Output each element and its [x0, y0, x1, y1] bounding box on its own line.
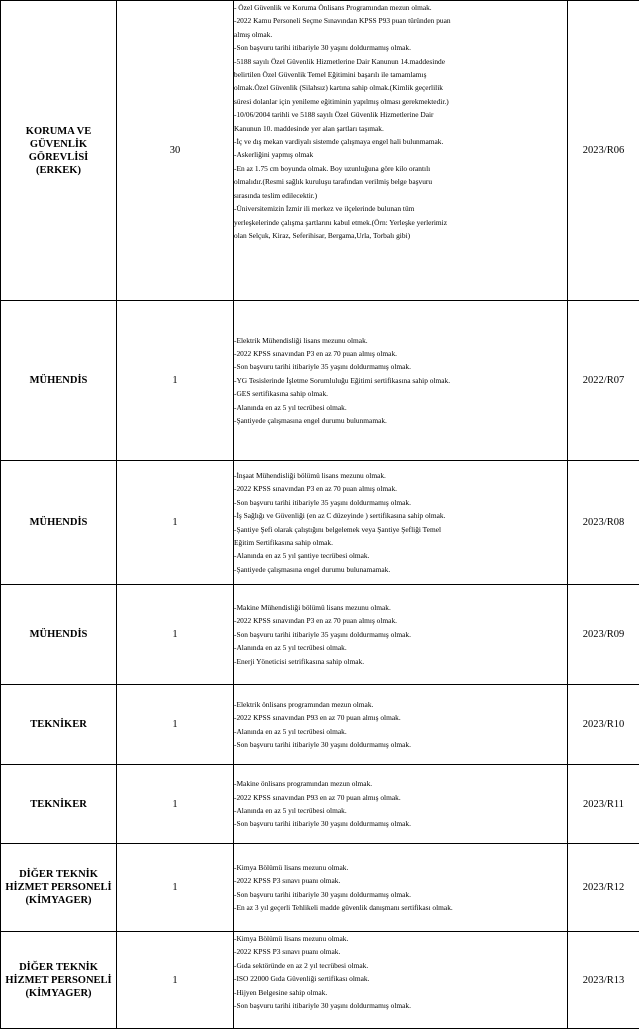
- requirement-line: -YG Tesislerinde İşletme Sorumluluğu Eğitimi sertifikasına sahip olmak.: [234, 375, 451, 385]
- position-code: 2022/R07: [568, 301, 639, 461]
- position-title-cell: [1, 932, 117, 1029]
- requirement-line: -Alanında en az 5 yıl tecrübesi olmak.: [234, 806, 347, 815]
- table-row: [1, 765, 639, 844]
- requirement-line: -Alanında en az 5 yıl tecrübesi olmak.: [234, 726, 347, 736]
- position-count: 1: [117, 932, 234, 1029]
- requirement-line: -Şantiyede çalışmasına engel durumu bulunamamak.: [234, 564, 391, 574]
- requirement-line: -İş Sağlığı ve Güvenliği (en az C düzeyinde ) sertifikasına sahip olmak.: [234, 511, 446, 521]
- requirement-line: -Şantiye Şefi olarak çalıştığını belgelemek veya Şantiye Şefliği Temel: [234, 524, 442, 534]
- position-title-line: MÜHENDİS: [29, 375, 88, 386]
- requirement-line: -Son başvuru tarihi itibariyle 35 yaşını doldurmamış olmak.: [234, 497, 411, 507]
- table-row: [1, 844, 639, 932]
- position-title-line: KORUMA VE: [25, 125, 92, 137]
- position-count: 1: [117, 301, 234, 461]
- requirement-line: -Son başvuru tarihi itibariyle 30 yaşını doldurmamış olmak.: [234, 739, 411, 749]
- requirement-line: -Alanında en az 5 yıl tecrübesi olmak.: [234, 643, 347, 653]
- requirement-line: -İç ve dış mekan vardiyalı sistemde çalışmaya engel hali bulunmamak.: [234, 137, 444, 147]
- position-title-cell: [1, 685, 117, 765]
- position-title-line: HİZMET PERSONELİ: [5, 974, 112, 986]
- requirement-line: -GES sertifikasına sahip olmak.: [234, 389, 329, 399]
- position-code: 2023/R12: [568, 844, 639, 932]
- requirement-line: -2022 Kamu Personeli Seçme Sınavından KPSS P93 puan türünden puan: [234, 16, 451, 26]
- requirements-cell: [234, 301, 568, 461]
- table-body: [1, 1, 639, 1029]
- requirement-line: -Makine önlisans programından mezun olmak.: [234, 779, 373, 789]
- requirement-line: -Son başvuru tarihi itibariyle 35 yaşını doldurmamış olmak.: [234, 629, 411, 639]
- requirement-line: -2022 KPSS P3 sınavı puanı olmak.: [234, 876, 341, 886]
- requirements-cell: [234, 932, 568, 1029]
- requirement-line: -2022 KPSS sınavından P93 en az 70 puan almış olmak.: [234, 713, 401, 723]
- requirement-line: -2022 KPSS sınavından P3 en az 70 puan almış olmak.: [234, 616, 397, 626]
- table-row: [1, 461, 639, 585]
- requirement-line: Eğitim Sertifikasına sahip olmak.: [234, 537, 333, 547]
- requirement-line: -Makine Mühendisliği bölümü lisans mezunu olmak.: [234, 602, 391, 612]
- requirement-line: -Hijyen Belgesine sahip olmak.: [234, 987, 328, 997]
- requirement-line: -Elektrik Mühendisliği lisans mezunu olmak.: [234, 335, 368, 345]
- requirement-line: olan Selçuk, Kiraz, Seferihisar, Bergama,Urla, Torbalı gibi): [234, 230, 411, 240]
- position-title-line: (KİMYAGER): [25, 987, 92, 999]
- position-code: 2023/R11: [568, 765, 639, 844]
- position-count: 1: [117, 585, 234, 685]
- requirement-line: -Son başvuru tarihi itibariyle 30 yaşını doldurmamış olmak.: [234, 819, 411, 829]
- position-title-line: (KİMYAGER): [25, 895, 92, 906]
- position-code: 2023/R09: [568, 585, 639, 685]
- position-title-line: TEKNİKER: [30, 719, 87, 730]
- requirements-cell: [234, 461, 568, 585]
- requirements-cell: [234, 685, 568, 765]
- requirement-line: - Özel Güvenlik ve Koruma Önlisans Programından mezun olmak.: [234, 3, 432, 12]
- position-title-cell: [1, 461, 117, 585]
- position-count: 1: [117, 844, 234, 932]
- position-title-cell: [1, 844, 117, 932]
- requirement-line: yerleşkelerinde çalışma şartlarını kabul etmek.(Örn: Yerleşke yerlerimiz: [234, 217, 448, 227]
- position-title-line: HİZMET PERSONELİ: [5, 882, 112, 893]
- requirement-line: -Enerji Yöneticisi setrifikasına sahip olmak.: [234, 656, 365, 666]
- position-title-cell: [1, 1, 117, 301]
- requirements-cell: [234, 1, 568, 301]
- position-title-line: MÜHENDİS: [29, 517, 88, 528]
- position-title-line: GÖREVLİSİ: [28, 151, 89, 163]
- position-title-line: DİĞER TEKNİK: [19, 869, 98, 880]
- requirement-line: -2022 KPSS sınavından P93 en az 70 puan almış olmak.: [234, 792, 401, 802]
- requirement-line: almış olmak.: [234, 29, 273, 39]
- position-title-line: TEKNİKER: [30, 798, 87, 810]
- requirement-line: -Son başvuru tarihi itibariyle 30 yaşını doldurmamış olmak.: [234, 889, 411, 899]
- requirement-line: -2022 KPSS P3 sınavı puanı olmak.: [234, 947, 341, 957]
- requirement-line: -Son başvuru tarihi itibariyle 35 yaşını doldurmamış olmak.: [234, 362, 411, 372]
- position-title-line: (ERKEK): [36, 164, 81, 176]
- position-code: 2023/R13: [568, 932, 639, 1029]
- requirement-line: -2022 KPSS sınavından P3 en az 70 puan almış olmak.: [234, 484, 397, 494]
- requirement-line: -En az 1.75 cm boyunda olmak. Boy uzunluğuna göre kilo orantılı: [234, 163, 431, 173]
- position-title-line: DİĞER TEKNİK: [19, 961, 98, 973]
- requirement-line: -Gıda sektöründe en az 2 yıl tecrübesi olmak.: [234, 960, 369, 970]
- table-row: [1, 1, 639, 301]
- position-title-line: GÜVENLİK: [29, 138, 88, 150]
- position-title-line: MÜHENDİS: [29, 629, 88, 640]
- requirement-line: Kanunun 10. maddesinde yer alan şartları taşımak.: [234, 123, 384, 133]
- requirement-line: -10/06/2004 tarihli ve 5188 sayılı Özel Güvenlik Hizmetlerine Dair: [234, 110, 434, 120]
- table-row: [1, 301, 639, 461]
- requirement-line: -Son başvuru tarihi itibariyle 30 yaşını doldurmamış olmak.: [234, 1001, 411, 1011]
- position-code: 2023/R06: [568, 1, 639, 301]
- requirement-line: olmalıdır.(Resmi sağlık kuruluşu tarafından verilmiş belge başvuru: [234, 177, 433, 187]
- requirement-line: -Kimya Bölümü lisans mezunu olmak.: [234, 934, 349, 943]
- requirement-line: -Üniversitemizin İzmir ili merkez ve ilçelerinde bulunan tüm: [234, 204, 415, 214]
- requirement-line: -Askerliğini yapmış olmak: [234, 150, 314, 160]
- requirement-line: sırasında teslim edilecektir.): [234, 190, 318, 200]
- requirement-line: -2022 KPSS sınavından P3 en az 70 puan almış olmak.: [234, 348, 397, 358]
- position-code: 2023/R10: [568, 685, 639, 765]
- position-title-cell: [1, 301, 117, 461]
- position-count: 1: [117, 461, 234, 585]
- requirements-cell: [234, 765, 568, 844]
- position-count: 1: [117, 685, 234, 765]
- requirement-line: -Elektrik önlisans programından mezun olmak.: [234, 699, 374, 709]
- requirement-line: -İnşaat Mühendisliği bölümü lisans mezunu olmak.: [234, 470, 386, 480]
- table-row: [1, 932, 639, 1029]
- requirements-cell: [234, 585, 568, 685]
- requirement-line: -Kimya Bölümü lisans mezunu olmak.: [234, 862, 349, 872]
- position-count: 30: [117, 1, 234, 301]
- position-code: 2023/R08: [568, 461, 639, 585]
- position-count: 1: [117, 765, 234, 844]
- requirement-line: -Son başvuru tarihi itibariyle 30 yaşını doldurmamış olmak.: [234, 43, 411, 53]
- requirement-line: -Alanında en az 5 yıl şantiye tecrübesi olmak.: [234, 551, 370, 561]
- requirement-line: -ISO 22000 Gıda Güvenliği sertifikası olmak.: [234, 974, 370, 984]
- requirement-line: -Alanında en az 5 yıl tecrübesi olmak.: [234, 402, 347, 412]
- requirement-line: -Şantiyede çalışmasına engel durumu bulunmamak.: [234, 416, 387, 426]
- position-title-cell: [1, 765, 117, 844]
- requirements-cell: [234, 844, 568, 932]
- table-row: [1, 685, 639, 765]
- requirement-line: -En az 3 yıl geçerli Tehlikeli madde güvenlik danışmanı sertifikası olmak.: [234, 902, 453, 912]
- requirement-line: olmak.Özel Güvenlik (Silahsız) kartına sahip olmak.(Kimlik geçerlilik: [234, 83, 443, 93]
- position-title-cell: [1, 585, 117, 685]
- requirement-line: süresi dolanlar için yenileme eğitiminin yapılmış olması gerekmektedir.): [234, 96, 449, 106]
- table-row: [1, 585, 639, 685]
- requirement-line: -5188 sayılı Özel Güvenlik Hizmetlerine Dair Kanunun 14.maddesinde: [234, 56, 445, 66]
- requirement-line: belirtilen Özel Güvenlik Temel Eğitimini başarılı ile tamamlamış: [234, 70, 427, 80]
